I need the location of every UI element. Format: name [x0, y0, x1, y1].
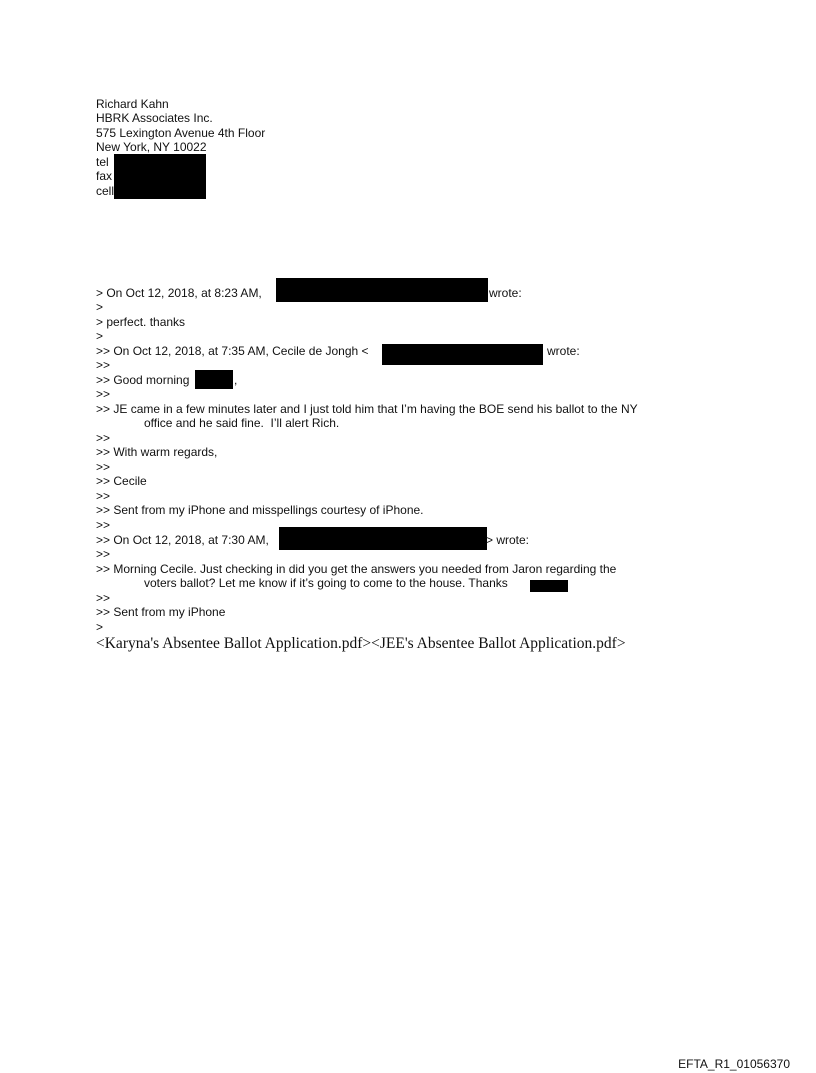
- thread-line-11: >> With warm regards,: [96, 445, 218, 459]
- thread-line-2: >: [96, 300, 104, 314]
- thread-line-16: >>: [96, 518, 111, 532]
- thread-line-19-continued: voters ballot? Let me know if it’s going to come to the house. Thanks: [144, 576, 508, 590]
- thread-line-15: >> Sent from my iPhone and misspellings courtesy of iPhone.: [96, 503, 424, 517]
- thread-line-9: >> JE came in a few minutes later and I just told him that I’m having the BOE send his ballot to the NY: [96, 402, 638, 416]
- thread-line-17-suffix: > wrote:: [486, 533, 530, 547]
- thread-line-14: >>: [96, 489, 111, 503]
- thread-line-8: >>: [96, 387, 111, 401]
- signature-address-line2: New York, NY 10022: [96, 140, 207, 154]
- thread-line-19: >> Morning Cecile. Just checking in did you get the answers you needed from Jaron regarding the: [96, 562, 617, 576]
- thread-line-12: >>: [96, 460, 111, 474]
- thread-line-7-suffix: ,: [234, 373, 238, 387]
- redaction-box-signoff-name: [530, 580, 568, 592]
- thread-line-5-suffix: wrote:: [547, 344, 580, 358]
- thread-line-6: >>: [96, 358, 111, 372]
- signature-company: HBRK Associates Inc.: [96, 111, 213, 125]
- thread-line-5-prefix: >> On Oct 12, 2018, at 7:35 AM, Cecile de Jongh <: [96, 344, 369, 358]
- thread-line-1-suffix: wrote:: [489, 286, 522, 300]
- redaction-box-phone-numbers: [114, 154, 206, 199]
- thread-line-17-prefix: >> On Oct 12, 2018, at 7:30 AM,: [96, 533, 269, 547]
- attachment-list: <Karyna's Absentee Ballot Application.pdf><JEE's Absentee Ballot Application.pdf>: [96, 635, 626, 652]
- signature-address-line1: 575 Lexington Avenue 4th Floor: [96, 126, 266, 140]
- thread-line-18: >>: [96, 547, 111, 561]
- signature-fax-label: fax: [96, 169, 113, 183]
- thread-line-9-continued: office and he said fine. I’ll alert Rich.: [144, 416, 340, 430]
- redaction-box-cecile-email: [382, 344, 543, 365]
- thread-line-13: >> Cecile: [96, 474, 147, 488]
- redaction-box-recipient-name: [195, 370, 233, 389]
- redaction-box-sender-3: [279, 527, 487, 550]
- thread-line-1-prefix: > On Oct 12, 2018, at 8:23 AM,: [96, 286, 262, 300]
- thread-line-7-prefix: >> Good morning: [96, 373, 190, 387]
- thread-line-20: >>: [96, 591, 111, 605]
- signature-name: Richard Kahn: [96, 97, 169, 111]
- thread-line-10: >>: [96, 431, 111, 445]
- redaction-box-sender-1: [276, 278, 488, 302]
- signature-cell-label: cell: [96, 184, 115, 198]
- thread-line-3: > perfect. thanks: [96, 315, 186, 329]
- document-id-footer: EFTA_R1_01056370: [678, 1057, 790, 1071]
- thread-line-4: >: [96, 329, 104, 343]
- signature-tel-label: tel: [96, 155, 109, 169]
- thread-line-22: >: [96, 620, 104, 634]
- thread-line-21: >> Sent from my iPhone: [96, 605, 226, 619]
